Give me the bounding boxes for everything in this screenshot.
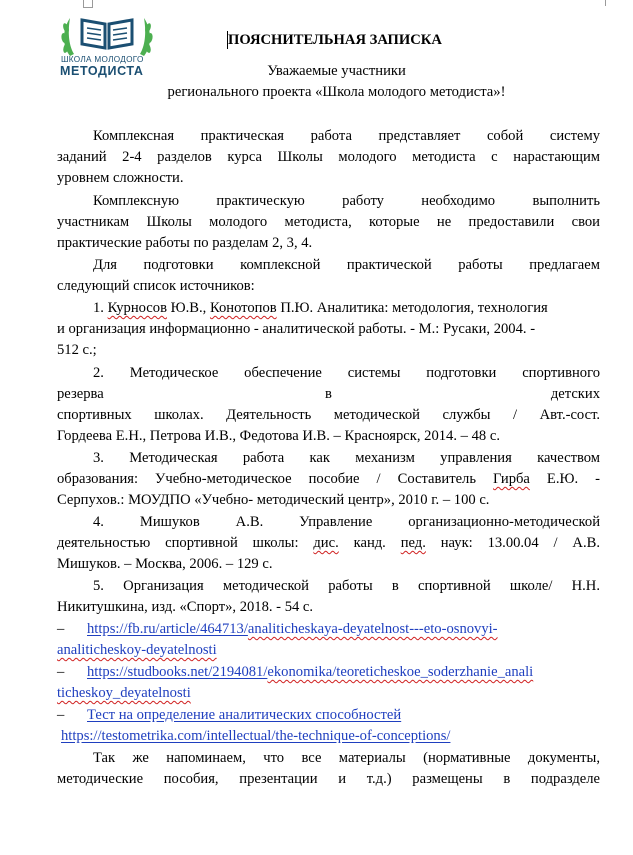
text-span: пед. <box>400 535 426 551</box>
paragraph-line <box>57 534 600 552</box>
paragraph-line <box>57 470 600 488</box>
text-span: Комплексную практическую работу необходимо выполнить <box>93 193 600 209</box>
text-span: 4. Мишуков А.В. Управление организационно-методической <box>93 514 600 530</box>
logo-text-line2: МЕТОДИСТА <box>60 64 144 78</box>
link-studbooks-end[interactable]: ticheskoy_deyatelnosti <box>57 685 191 701</box>
source-item-1 <box>93 299 548 317</box>
link-row-4 <box>61 727 450 745</box>
paragraph-line: Мишуков. – Москва, 2006. – 129 с. <box>57 556 273 572</box>
text-span: образования: Учебно-методическое пособие / Составитель <box>57 471 494 487</box>
paragraph-line: Гордеева Е.Н., Петрова И.В., Федотова И.В. – Красноярск, 2014. – 48 с. <box>57 428 500 444</box>
text-span: – <box>57 707 65 723</box>
paragraph-line: следующий список источников: <box>57 278 255 294</box>
source-item-2 <box>57 364 600 382</box>
link-fb-article-end[interactable]: analiticheskoy-deyatelnosti <box>57 642 217 658</box>
text-span: наук: 13.00.04 / А.В. <box>425 535 600 551</box>
text-span: Комплексная практическая работа представляет собой систему <box>93 128 600 144</box>
text-span: деятельностью спортивной школы: <box>57 535 314 551</box>
text-span: канд. <box>338 535 401 551</box>
link-row-2-cont <box>57 684 191 702</box>
text-span: 1. <box>93 300 104 316</box>
paragraph-line: Никитушкина, изд. «Спорт», 2018. - 54 с. <box>57 599 314 615</box>
text-span: Гирба <box>493 471 530 487</box>
greeting-line1: Уважаемые участники <box>267 63 406 79</box>
paragraph-line: методические пособия, презентации и т.д.) размещены в подразделе <box>57 771 600 787</box>
text-span: Для подготовки комплексной практической работы предлагаем <box>93 257 600 273</box>
text-span: 2. Методическое обеспечение системы подготовки спортивного <box>93 365 600 381</box>
link-row-2 <box>57 663 533 681</box>
paragraph-line: практические работы по разделам 2, 3, 4. <box>57 235 313 251</box>
text-span: Курносов <box>107 300 167 316</box>
link-studbooks-part[interactable]: ekonomika/teoreticheskoe_soderzhanie_anali <box>267 664 534 680</box>
source-item-5 <box>57 577 600 595</box>
text-span: Ю.В., <box>166 300 210 316</box>
text-span: Так же напоминаем, что все материалы (нормативные документы, <box>93 750 600 766</box>
link-analytics-test[interactable]: Тест на определение аналитических способностей <box>87 707 402 723</box>
paragraph-line: Серпухов.: МОУДПО «Учебно- методический центр», 2010 г. – 100 с. <box>57 492 490 508</box>
paragraph-line: 512 с.; <box>57 342 97 358</box>
margin-marker-right <box>605 0 606 6</box>
text-span: детских <box>550 386 600 402</box>
text-span: Е.Ю. - <box>529 471 600 487</box>
text-span: – <box>57 621 65 637</box>
paragraph-line: и организация информационно - аналитической работы. - М.: Русаки, 2004. - <box>57 321 536 337</box>
source-item-3 <box>57 449 600 467</box>
link-testometrika[interactable]: https://testometrika.com/intellectual/the-technique-of-conceptions/ <box>61 728 451 744</box>
text-span: в <box>325 386 332 402</box>
greeting-line2: регионального проекта «Школа молодого методиста»! <box>167 84 506 100</box>
text-span: резерва <box>57 386 104 402</box>
paragraph-line <box>57 256 600 274</box>
link-row-1 <box>57 620 498 638</box>
paragraph-line: спортивных школах. Деятельность методической службы / Авт.-сост. <box>57 407 600 423</box>
text-span: Конотопов <box>209 300 277 316</box>
paragraph-line: заданий 2-4 разделов курса Школы молодого методиста с нарастающим <box>57 149 600 165</box>
link-row-1-cont <box>57 641 217 659</box>
link-studbooks[interactable]: https://studbooks.net/2194081/ <box>87 664 268 680</box>
page-title: ПОЯСНИТЕЛЬНАЯ ЗАПИСКА <box>228 32 442 48</box>
link-fb-article[interactable]: https://fb.ru/article/464713/ <box>87 621 248 637</box>
paragraph-line <box>57 749 600 767</box>
paragraph-line <box>57 127 600 145</box>
text-span: 3. Методическая работа как механизм управления качеством <box>93 450 600 466</box>
text-span: П.Ю. Аналитика: методология, технология <box>276 300 548 316</box>
logo-text-line1: ШКОЛА МОЛОДОГО <box>61 55 144 64</box>
source-item-4 <box>57 513 600 531</box>
margin-marker <box>83 0 93 8</box>
text-span: – <box>57 664 65 680</box>
paragraph-line <box>57 385 600 403</box>
text-span: 5. Организация методической работы в спортивной школе/ Н.Н. <box>93 578 600 594</box>
paragraph-line <box>57 192 600 210</box>
link-fb-article-part[interactable]: analiticheskaya-deyatelnost---eto-osnovyi- <box>247 621 498 637</box>
paragraph-line: участникам Школы молодого методиста, которые не предоставили свои <box>57 214 600 230</box>
link-row-3 <box>57 706 401 724</box>
paragraph-line: уровнем сложности. <box>57 170 184 186</box>
text-span: дис. <box>313 535 339 551</box>
